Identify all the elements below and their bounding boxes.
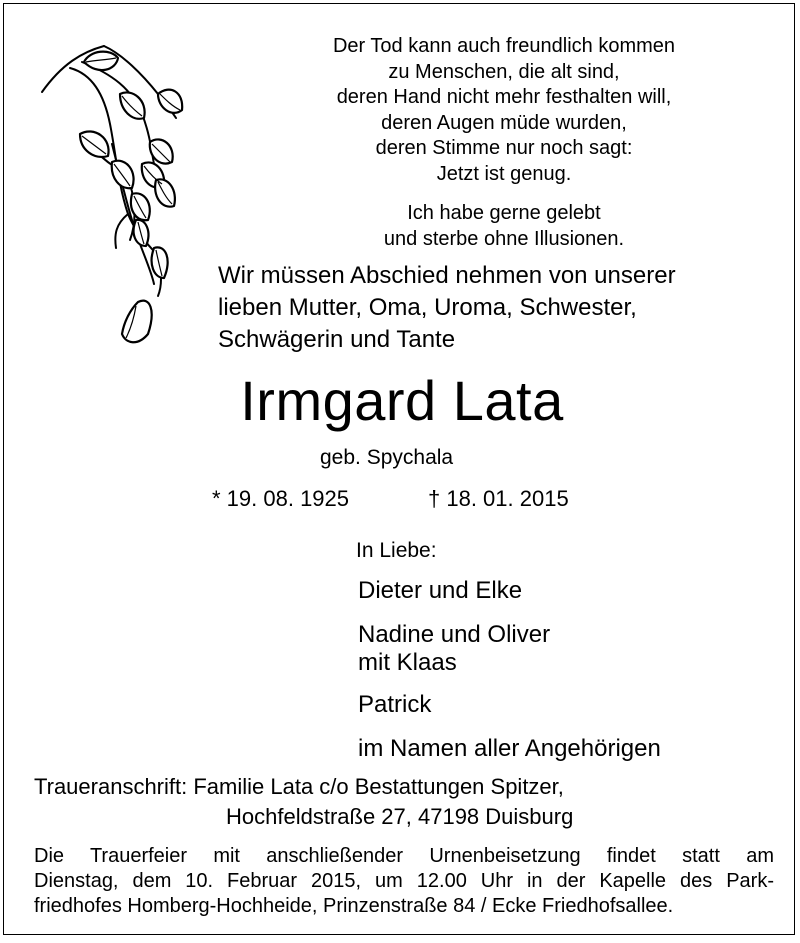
- mourning-address: [34, 772, 573, 832]
- maiden-name: geb. Spychala: [320, 446, 454, 469]
- stanza-gap: [244, 187, 764, 201]
- mourner-line: mit Klaas: [358, 649, 457, 676]
- deceased-name-text: Irmgard Lata: [240, 369, 564, 432]
- poem: [244, 34, 764, 252]
- poem-line: Ich habe gerne gelebt: [407, 202, 601, 224]
- poem-line: Jetzt ist genug.: [436, 162, 572, 185]
- poem-line: Der Tod kann auch freundlich kommen: [332, 35, 676, 57]
- mourner-group: [358, 577, 522, 605]
- service-line: Die Trauerfeier mit anschließender Urnenbeisetzung findet statt am: [34, 845, 774, 867]
- address-line: Traueranschrift: Familie Lata c/o Bestattungen Spitzer,: [34, 774, 564, 799]
- service-line: friedhofes Homberg-Hochheide, Prinzenstraße 84 / Ecke Friedhofsallee.: [34, 895, 674, 917]
- death-date: † 18. 01. 2015: [428, 486, 569, 511]
- service-line: Dienstag, dem 10. Februar 2015, um 12.00 Uhr in der Kapelle des Park-: [34, 870, 774, 892]
- poem-line: deren Augen müde wurden,: [381, 111, 627, 134]
- birch-branch-leaves-icon: [32, 34, 212, 364]
- mourner-line: Nadine und Oliver: [358, 621, 551, 648]
- poem-line: deren Stimme nur noch sagt:: [375, 137, 633, 159]
- funeral-service-info: [34, 844, 774, 919]
- poem-line: deren Hand nicht mehr festhalten will,: [336, 86, 672, 108]
- poem-line: und sterbe ohne Illusionen.: [383, 227, 625, 250]
- mourner-group: [358, 621, 550, 677]
- deceased-name: [4, 366, 795, 436]
- mourners-heading: In Liebe:: [356, 539, 437, 562]
- intro-line: Schwägerin und Tante: [218, 326, 456, 353]
- address-line: Hochfeldstraße 27, 47198 Duisburg: [226, 804, 574, 829]
- farewell-intro: [218, 260, 778, 356]
- leaf: [152, 247, 168, 278]
- intro-line: Wir müssen Abschied nehmen von unserer: [218, 262, 676, 289]
- birth-date: * 19. 08. 1925: [212, 486, 350, 511]
- mourner-line: Dieter und Elke: [358, 577, 523, 604]
- intro-line: lieben Mutter, Oma, Uroma, Schwester,: [218, 294, 637, 321]
- mourner-line: im Namen aller Angehörigen: [358, 735, 661, 762]
- obituary-notice: [3, 3, 795, 935]
- mourner-group: [358, 691, 431, 719]
- mourner-group: [358, 735, 661, 763]
- mourner-line: Patrick: [358, 691, 432, 718]
- poem-line: zu Menschen, die alt sind,: [388, 60, 620, 83]
